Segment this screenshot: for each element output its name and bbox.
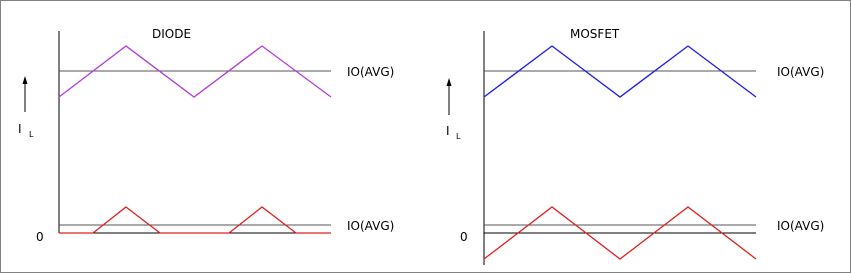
- origin-label: 0: [36, 230, 44, 244]
- panel-title: MOSFET: [570, 27, 620, 41]
- y-axis-subscript: L: [456, 132, 461, 141]
- origin-label: 0: [460, 230, 468, 244]
- lower-average-label: IO(AVG): [347, 219, 395, 233]
- upper-average-label: IO(AVG): [777, 65, 825, 79]
- y-axis-label: I: [18, 122, 22, 136]
- y-axis-subscript: L: [29, 130, 34, 139]
- panel-title: DIODE: [152, 27, 192, 41]
- figure-border: [1, 1, 851, 273]
- upper-average-label: IO(AVG): [347, 65, 395, 79]
- lower-average-label: IO(AVG): [777, 219, 825, 233]
- y-axis-label: I: [446, 124, 450, 138]
